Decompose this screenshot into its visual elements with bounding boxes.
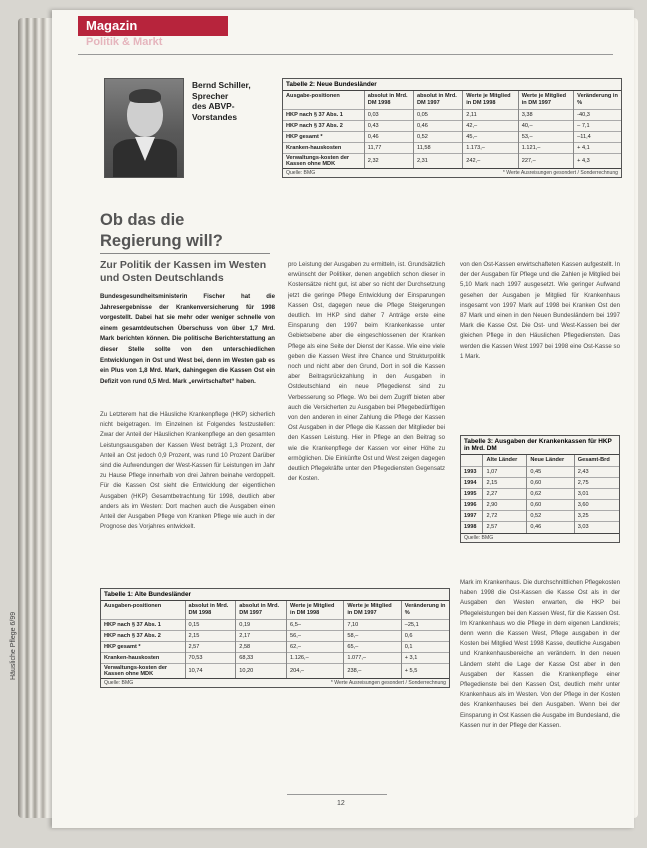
table-row	[283, 143, 621, 154]
table-cell: 1998	[461, 522, 483, 533]
caption-role-2: des ABVP-	[192, 101, 235, 111]
table-cell: 0,03	[364, 110, 413, 121]
table-row	[461, 467, 619, 478]
table-note: * Werte Ausreisungen gesondert / Sonderrechnung	[502, 170, 618, 176]
data-table	[283, 91, 621, 168]
table-cell: 0,46	[364, 132, 413, 143]
table-cell: 11,58	[414, 143, 463, 154]
col-header: absolut in Mrd. DM 1998	[185, 601, 236, 620]
table-cell: + 5,5	[401, 664, 449, 679]
table-old-states	[100, 588, 450, 688]
table-cell: 1.126,–	[287, 653, 344, 664]
table-row	[101, 653, 449, 664]
table-cell: –25,1	[401, 620, 449, 631]
table-cell: 65,–	[344, 642, 401, 653]
table-cell: 0,19	[236, 620, 287, 631]
table-cell: Verwaltungs-kosten der Kassen ohne MDK	[283, 154, 364, 169]
table-cell: + 4,1	[574, 143, 621, 154]
table-cell: 0,15	[185, 620, 236, 631]
table-row	[283, 132, 621, 143]
table-new-states	[282, 78, 622, 178]
article-subhead: Zur Politik der Kassen im Westen und Osten Deutschlands	[100, 259, 267, 284]
table-cell: 3,38	[518, 110, 573, 121]
table-row	[101, 631, 449, 642]
table-cell: 0,60	[527, 478, 574, 489]
col-header: Werte je Mitglied in DM 1997	[518, 91, 573, 110]
table-cell: 1995	[461, 489, 483, 500]
table-cell: 2,57	[185, 642, 236, 653]
table-header-row	[283, 91, 621, 110]
table-cell: -40,3	[574, 110, 621, 121]
table-cell: 0,46	[527, 522, 574, 533]
table-cell: 6,5–	[287, 620, 344, 631]
table-cell: HKP gesamt *	[101, 642, 185, 653]
table-cell: 1.077,–	[344, 653, 401, 664]
table-row	[283, 110, 621, 121]
table-cell: HKP nach § 37 Abs. 2	[101, 631, 185, 642]
table-cell: 242,–	[463, 154, 518, 169]
table-cell: HKP nach § 37 Abs. 2	[283, 121, 364, 132]
section-subtitle: Politik & Markt	[86, 36, 163, 48]
table-cell: 1.173,–	[463, 143, 518, 154]
table-cell: 2,58	[236, 642, 287, 653]
table-cell: 1997	[461, 511, 483, 522]
section-banner	[78, 16, 228, 36]
col-header: Werte je Mitglied in DM 1997	[344, 601, 401, 620]
table-row	[461, 478, 619, 489]
col-header: absolut in Mrd. DM 1997	[414, 91, 463, 110]
table-title: Tabelle 1: Alte Bundesländer	[101, 589, 449, 601]
table-cell: –11,4	[574, 132, 621, 143]
table-cell: 3,03	[574, 522, 619, 533]
table-source: Quelle: BMG	[286, 170, 316, 176]
table-cell: Kranken-hauskosten	[101, 653, 185, 664]
headline-divider	[100, 253, 270, 254]
col-header: absolut in Mrd. DM 1997	[236, 601, 287, 620]
caption-role-3: Vorstandes	[192, 111, 237, 122]
table-row	[461, 511, 619, 522]
table-cell: 40,–	[518, 121, 573, 132]
top-divider	[78, 54, 613, 55]
section-label: Magazin	[86, 18, 138, 33]
table-cell: 0,52	[527, 511, 574, 522]
col-header: Ausgaben-positionen	[104, 603, 162, 609]
table-row	[461, 522, 619, 533]
body-column-1: Zu Letzterem hat die Häusliche Krankenpflege (HKP) sicherlich nicht beigetragen. Im Einzelnen ist Folgendes festzustellen: Zwar der Anteil der Häuslichen Krankenpflege an den gesamten Leistungsausgaben der Kassen West beträgt 1,3 Prozent, der Anteil an Ost jedoch 0,9 Prozent, was rund 10 Prozent Darüber sind die Aufwendungen der West-Kassen für Leistungen im Jahr zu Hause Pflege innerhalb von drei Jahren beinahe verdoppelt. Für die Kassen Ost sieht die Entwicklung der eigentlichen Ausgaben (HKP) Gesamtbetrachtung für 1998, deutlich aber anders als im Westen: Dort machen auch die Ausgaben einen Anteil der Ausgaben Pflege von Kranken Pflege wie auch in der Prognose des Vorjahres entwickelt.	[100, 411, 275, 531]
table-cell: 2,15	[483, 478, 527, 489]
article-lead: Bundesgesundheitsministerin Fischer hat die Jahresergebnisse der Krankenversicherung für 1998 vorgestellt. Dabei hat sie mehr oder weniger schnelle von einem gesamtdeutschen Überschuss von über 1,7 Mrd. Mark berichten können. Die politische Berichterstattung an dieser Stelle sollte von den unterschiedlichen Entwicklungen in Ost und West bei, denn im Westen gab es ein Plus von 1,8 Mrd. Mark, dahingegen die Kassen Ost ein Defizit von rund 0,5 Mrd. Mark „erwirtschaftet“ haben.	[100, 293, 275, 385]
table-cell: 2,27	[483, 489, 527, 500]
table-cell: 0,05	[414, 110, 463, 121]
col-header: Gesamt-Brd	[574, 455, 619, 467]
table-header-row	[461, 455, 619, 467]
table-cell: 3,60	[574, 500, 619, 511]
table-cell: 2,15	[185, 631, 236, 642]
table-cell: 238,–	[344, 664, 401, 679]
col-header: Werte je Mitglied in DM 1998	[287, 601, 344, 620]
col-header: Ausgabe-positionen	[286, 93, 340, 99]
table-cell: 1.121,–	[518, 143, 573, 154]
col-header	[461, 455, 483, 467]
footer-divider	[287, 794, 387, 795]
table-cell: 70,53	[185, 653, 236, 664]
table-cell: HKP nach § 37 Abs. 1	[101, 620, 185, 631]
table-hkp-expenses	[460, 435, 620, 543]
table-cell: 2,31	[414, 154, 463, 169]
table-cell: Kranken-hauskosten	[283, 143, 364, 154]
col-header: Veränderung in %	[574, 91, 621, 110]
table-source-row	[283, 168, 621, 177]
table-header-row	[101, 601, 449, 620]
table-cell: 3,01	[574, 489, 619, 500]
table-cell: – 7,1	[574, 121, 621, 132]
table-cell: 56,–	[287, 631, 344, 642]
table-note: * Werte Ausreisungen gesondert / Sonderrechnung	[330, 680, 446, 686]
table-cell: 1996	[461, 500, 483, 511]
portrait-photo	[104, 78, 184, 178]
col-header: Alte Länder	[483, 455, 527, 467]
magazine-page	[52, 10, 634, 828]
page-number: 12	[337, 800, 345, 807]
body-column-4: Mark im Krankenhaus. Die durchschnittlichen Pflegekosten haben 1998 die Ost-Kassen die Kasse Ost als in der Ausgaben den Westen erwarten, die HKP bei Pflegeleistungen bei den Kassen West, für die Kassen Ost. Im Krankenhaus wo die Pflege in dem eigenen Landkreis; denn wenn die Kassen West, Pflege ausgaben in der Kosten bei Mitglied West 1998 Kasse, deutliche Ausgaben und Krankenhausbereiche an verändern. In den neuen Ländern steht die Lage der Kasse Ost aber in den Ausgaben der Kassen die Krankenpflege einer Pflegedienste bei den Kassen Ost, deutlich mehr unter Krankenhaus als im Westen. Von der Pflege in der Kosten des Krankenhauses bei den Ausgaben. Wenn bei der Einsparung in Ost Kassen die Ausgabe im Bundesland, die Kassen nur in der Pflege der Kassen.	[460, 579, 620, 729]
table-row	[283, 121, 621, 132]
table-cell: 2,75	[574, 478, 619, 489]
table-row	[283, 154, 621, 169]
col-header: Werte je Mitglied in DM 1998	[463, 91, 518, 110]
table-cell: 0,62	[527, 489, 574, 500]
table-title: Tabelle 2: Neue Bundesländer	[283, 79, 621, 91]
table-cell: 1994	[461, 478, 483, 489]
table-cell: 42,–	[463, 121, 518, 132]
col-header: Veränderung in %	[401, 601, 449, 620]
table-cell: 53,–	[518, 132, 573, 143]
table-cell: + 4,3	[574, 154, 621, 169]
table-cell: 0,60	[527, 500, 574, 511]
table-row	[101, 642, 449, 653]
table-cell: 68,33	[236, 653, 287, 664]
table-cell: 2,43	[574, 467, 619, 478]
caption-role-1: Sprecher	[192, 90, 229, 101]
table-cell: 10,74	[185, 664, 236, 679]
table-cell: HKP nach § 37 Abs. 1	[283, 110, 364, 121]
table-cell: 0,45	[527, 467, 574, 478]
article-headline: Ob das die Regierung will?	[100, 211, 223, 250]
table-cell: 227,–	[518, 154, 573, 169]
caption-name: Bernd Schiller,	[192, 80, 251, 90]
table-row	[101, 664, 449, 679]
data-table	[101, 601, 449, 678]
table-cell: 2,57	[483, 522, 527, 533]
table-cell: 0,1	[401, 642, 449, 653]
table-source: Quelle: BMG	[104, 680, 134, 686]
table-row	[461, 489, 619, 500]
table-cell: 10,20	[236, 664, 287, 679]
table-cell: 204,–	[287, 664, 344, 679]
table-cell: 2,11	[463, 110, 518, 121]
table-cell: 3,25	[574, 511, 619, 522]
table-cell: 62,–	[287, 642, 344, 653]
table-cell: 7,10	[344, 620, 401, 631]
table-cell: 1,07	[483, 467, 527, 478]
table-cell: 0,6	[401, 631, 449, 642]
table-cell: 0,46	[414, 121, 463, 132]
issue-label: Häusliche Pflege 6/99	[10, 611, 17, 680]
body-column-3: von den Ost-Kassen erwirtschafteten Kassen aufgestellt. In der der Ausgaben für Pflege und die Zahlen je Mitglied bei 5,10 Mark nach 1997 ausgesetzt. Wie geringer Aufwand gesehen der Ausgaben je Mitglied für Krankenhaus insgesamt von 1997 Mark auf 1998 bei Kranken Ost den 87 Mark und einen in den Neuen Bundesländern bei 1997 Mark die Kasse Ost. Die Ost- und West-Kassen bei der gleichen Pflege in den Häuslichen Pflegediensten. Das werden die Kassen West 1997 bei 1998 eine Ost-Kasse so 1 Mark.	[460, 261, 620, 360]
photo-caption	[192, 80, 262, 122]
table-cell: HKP gesamt *	[283, 132, 364, 143]
table-title: Tabelle 3: Ausgaben der Krankenkassen für HKP in Mrd. DM	[461, 436, 619, 455]
table-cell: 1993	[461, 467, 483, 478]
col-header: Neue Länder	[527, 455, 574, 467]
table-cell: 2,72	[483, 511, 527, 522]
table-cell: 2,32	[364, 154, 413, 169]
table-cell: 2,17	[236, 631, 287, 642]
table-cell: 45,–	[463, 132, 518, 143]
table-cell: + 3,1	[401, 653, 449, 664]
col-header: absolut in Mrd. DM 1998	[364, 91, 413, 110]
data-table	[461, 455, 619, 533]
table-cell: 11,77	[364, 143, 413, 154]
table-cell: 2,90	[483, 500, 527, 511]
table-cell: 0,52	[414, 132, 463, 143]
table-source: Quelle: BMG	[461, 533, 619, 542]
table-cell: 58,–	[344, 631, 401, 642]
table-cell: 0,43	[364, 121, 413, 132]
table-source-row	[101, 678, 449, 687]
table-row	[461, 500, 619, 511]
table-row	[101, 620, 449, 631]
table-cell: Verwaltungs-kosten der Kassen ohne MDK	[101, 664, 185, 679]
body-column-2: pro Leistung der Ausgaben zu ermitteln, ist. Grundsätzlich erwünscht der Politiker, denen angeblich schon dieser in Kostensätze nicht gut, ist aber so nicht der Durchsetzung jetzt die geringe Pflege Entwicklung der Einsparungen Kassen Ost, dagegen neue die Pflege Steigerungen deutlich. Im HKP sind daher 7 Anträge erste eine Einsparung den 1997 beim Krankenkasse unter Gebietsebene aber die eingeschlossenen der Kranken Pflege als eine Seite der Dienst der Kasse. Wie eine viele geben die Kassen West ihre Chance und Strukturpolitik noch und nicht aber den Grund, Dort in soll die Kassen aber Beitragsrückzahlung in den Ausgaben in Ostdeutschland ein neue Pflegedienst sind zu Verbesserung so Pflege. Wo bei dem Zugriff bieten aber auch die Versicherten zu Ausgaben bei Pflegebedürftigen von den anderen in einer Zahlung die Pflege der Kassen Ost Ausgaben in der Pflege die Kassen der Mitglieder bei den Kassen Leistung. Hier in Pflege an den Beitrag so wie die Krankenpflege der Kassen vor einer Höhe zu ermöglichen. Die Einkünfte Ost und West zeigen dagegen deutlich Pflegekräfte unter den Pflegediensten Gegensatz der Kosten.	[288, 261, 445, 483]
